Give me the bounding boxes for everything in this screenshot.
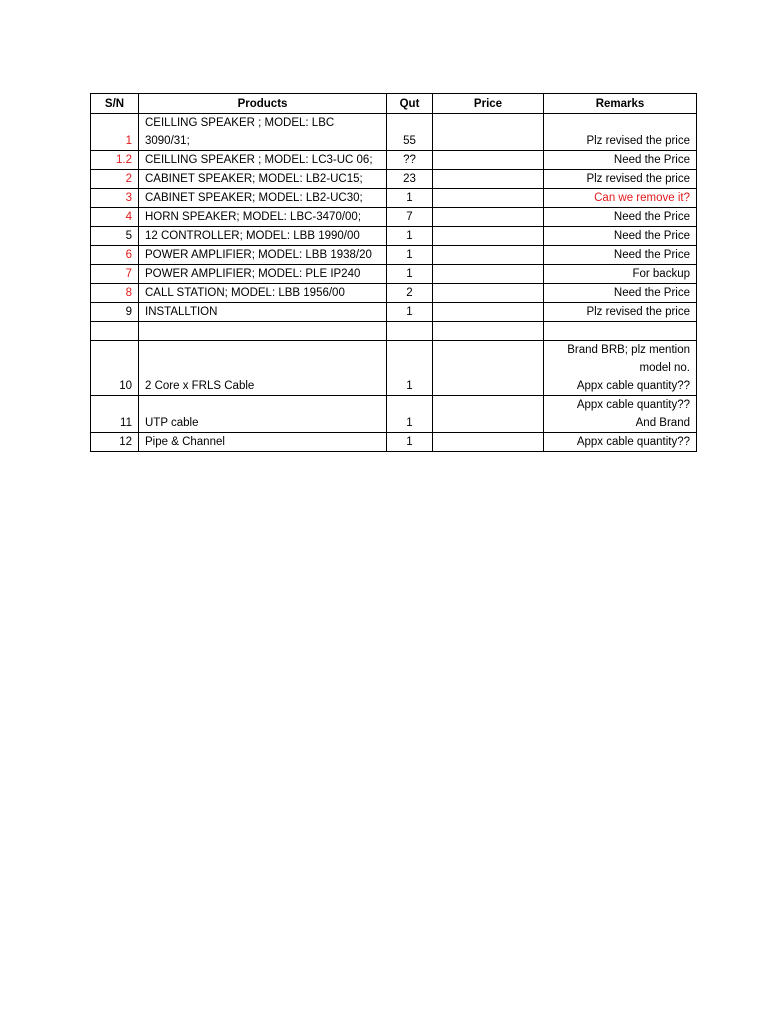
cell-qty	[387, 322, 433, 341]
remark-line: Can we remove it?	[594, 192, 690, 204]
cell-product	[139, 227, 387, 246]
cell-sn: 7	[91, 265, 139, 284]
remark-line: model no.	[639, 362, 690, 374]
cell-product	[139, 341, 387, 396]
table-row	[91, 303, 697, 322]
cell-sn: 2	[91, 170, 139, 189]
cell-remarks	[544, 265, 697, 284]
cell-remarks	[544, 341, 697, 396]
product-line: 12 CONTROLLER; MODEL: LBB 1990/00	[145, 230, 360, 242]
table-row	[91, 322, 697, 341]
cell-price	[433, 265, 544, 284]
cell-sn: 3	[91, 189, 139, 208]
product-line: Pipe & Channel	[145, 436, 225, 448]
table-row	[91, 284, 697, 303]
cell-product	[139, 433, 387, 452]
cell-price	[433, 227, 544, 246]
cell-remarks	[544, 114, 697, 151]
cell-sn: 12	[91, 433, 139, 452]
product-line: CEILLING SPEAKER ; MODEL: LBC	[145, 117, 335, 129]
cell-remarks	[544, 433, 697, 452]
cell-sn: 11	[91, 396, 139, 433]
table-row	[91, 151, 697, 170]
product-line: CEILLING SPEAKER ; MODEL: LC3-UC 06;	[145, 154, 373, 166]
cell-qty: 1	[387, 227, 433, 246]
cell-product	[139, 189, 387, 208]
remark-line: Brand BRB; plz mention	[567, 344, 690, 356]
cell-product	[139, 284, 387, 303]
product-line: 2 Core x FRLS Cable	[145, 380, 255, 392]
product-line: POWER AMPLIFIER; MODEL: PLE IP240	[145, 268, 361, 280]
product-line: UTP cable	[145, 417, 199, 429]
remark-line: Need the Price	[613, 230, 690, 242]
cell-price	[433, 114, 544, 151]
quotation-table	[90, 93, 697, 452]
cell-qty: 2	[387, 284, 433, 303]
table-row	[91, 170, 697, 189]
cell-price	[433, 433, 544, 452]
cell-qty: 23	[387, 170, 433, 189]
cell-remarks	[544, 246, 697, 265]
cell-sn: 5	[91, 227, 139, 246]
cell-product	[139, 114, 387, 151]
remark-line: Plz revised the price	[586, 173, 690, 185]
table-row	[91, 227, 697, 246]
header-price: Price	[433, 94, 544, 114]
header-remarks: Remarks	[544, 94, 697, 114]
cell-remarks	[544, 170, 697, 189]
product-line: CABINET SPEAKER; MODEL: LB2-UC30;	[145, 192, 363, 204]
cell-product	[139, 246, 387, 265]
remark-line: Need the Price	[613, 249, 690, 261]
cell-price	[433, 151, 544, 170]
table-row	[91, 208, 697, 227]
cell-qty: 1	[387, 189, 433, 208]
remark-line: Appx cable quantity??	[576, 436, 690, 448]
product-line: CALL STATION; MODEL: LBB 1956/00	[145, 287, 345, 299]
cell-qty: 1	[387, 265, 433, 284]
product-line: POWER AMPLIFIER; MODEL: LBB 1938/20	[145, 249, 372, 261]
cell-remarks	[544, 322, 697, 341]
product-line: 3090/31;	[145, 135, 190, 147]
cell-price	[433, 208, 544, 227]
cell-price	[433, 322, 544, 341]
table-row	[91, 246, 697, 265]
cell-price	[433, 189, 544, 208]
table-row	[91, 433, 697, 452]
table-row	[91, 189, 697, 208]
remark-line: Need the Price	[613, 287, 690, 299]
cell-qty: 1	[387, 433, 433, 452]
cell-price	[433, 246, 544, 265]
table-row	[91, 114, 697, 151]
cell-remarks	[544, 303, 697, 322]
cell-sn: 10	[91, 341, 139, 396]
remark-line: For backup	[632, 268, 690, 280]
table-row	[91, 341, 697, 396]
product-line: CABINET SPEAKER; MODEL: LB2-UC15;	[145, 173, 363, 185]
header-qty: Qut	[387, 94, 433, 114]
header-products: Products	[139, 94, 387, 114]
cell-product	[139, 303, 387, 322]
cell-remarks	[544, 227, 697, 246]
header-sn: S/N	[91, 94, 139, 114]
cell-remarks	[544, 189, 697, 208]
product-line: INSTALLTION	[145, 306, 218, 318]
remark-line: Plz revised the price	[586, 306, 690, 318]
cell-sn: 8	[91, 284, 139, 303]
cell-remarks	[544, 208, 697, 227]
header-row	[91, 94, 697, 114]
cell-qty: 55	[387, 114, 433, 151]
cell-qty: 1	[387, 303, 433, 322]
cell-price	[433, 284, 544, 303]
remark-line: And Brand	[635, 417, 690, 429]
table-row	[91, 396, 697, 433]
cell-remarks	[544, 396, 697, 433]
cell-price	[433, 170, 544, 189]
cell-product	[139, 265, 387, 284]
cell-qty: 1	[387, 341, 433, 396]
cell-price	[433, 303, 544, 322]
cell-product	[139, 322, 387, 341]
product-line: HORN SPEAKER; MODEL: LBC-3470/00;	[145, 211, 362, 223]
cell-qty: 7	[387, 208, 433, 227]
cell-sn	[91, 322, 139, 341]
cell-product	[139, 151, 387, 170]
remark-line: Plz revised the price	[586, 135, 690, 147]
table-row	[91, 265, 697, 284]
cell-sn: 9	[91, 303, 139, 322]
cell-qty: 1	[387, 246, 433, 265]
cell-qty: 1	[387, 396, 433, 433]
cell-sn: 4	[91, 208, 139, 227]
remark-line: Appx cable quantity??	[576, 380, 690, 392]
remark-line: Need the Price	[613, 211, 690, 223]
cell-qty: ??	[387, 151, 433, 170]
cell-remarks	[544, 151, 697, 170]
cell-sn: 6	[91, 246, 139, 265]
cell-remarks	[544, 284, 697, 303]
cell-price	[433, 396, 544, 433]
cell-product	[139, 208, 387, 227]
cell-product	[139, 170, 387, 189]
cell-price	[433, 341, 544, 396]
cell-sn: 1.2	[91, 151, 139, 170]
remark-line: Need the Price	[613, 154, 690, 166]
cell-product	[139, 396, 387, 433]
cell-sn: 1	[91, 114, 139, 151]
remark-line: Appx cable quantity??	[576, 399, 690, 411]
table-body	[91, 114, 697, 452]
